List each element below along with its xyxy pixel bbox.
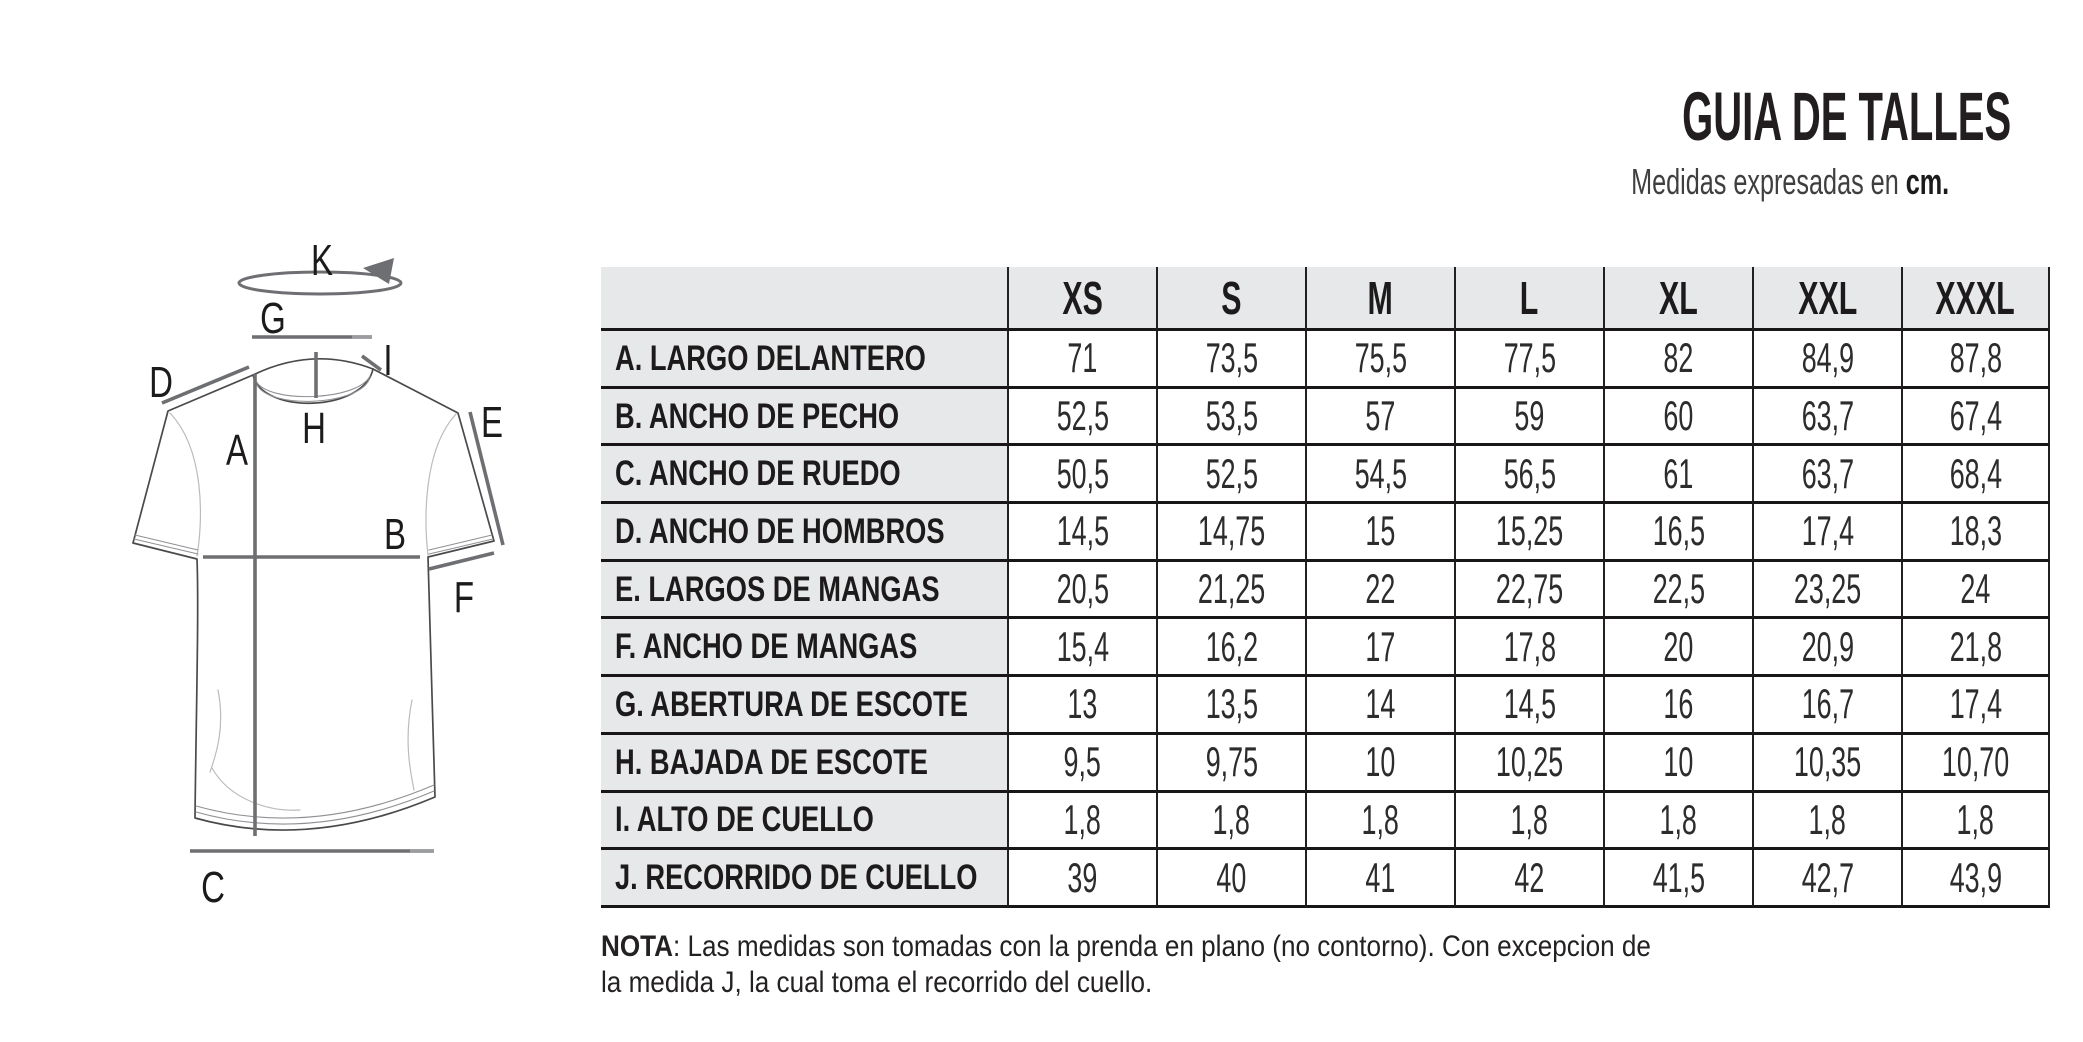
value-cell-text: 84,9 [1801, 334, 1854, 382]
diagram-letter-d: D [149, 358, 173, 408]
size-col-header-text: XL [1659, 271, 1698, 324]
value-cell [1007, 446, 1156, 504]
value-cell-text: 73,5 [1205, 334, 1258, 382]
row-label-cell [601, 677, 1007, 735]
value-cell-text: 52,5 [1056, 392, 1109, 440]
value-cell-text: 50,5 [1056, 449, 1109, 497]
value-cell [1901, 619, 2050, 677]
page-title-wrap [1563, 78, 2012, 155]
value-cell [1603, 446, 1752, 504]
size-col-header-text: S [1221, 271, 1242, 324]
value-cell-text: 71 [1067, 334, 1098, 382]
value-cell-text: 60 [1663, 392, 1694, 440]
size-col-header-text: XXL [1797, 271, 1858, 324]
row-label-cell-text: F. ANCHO DE MANGAS [615, 627, 918, 667]
value-cell [1752, 389, 1901, 447]
measure-line-d [162, 367, 249, 403]
body-fold-3 [408, 700, 414, 790]
note-text-1: : Las medidas son tomadas con la prenda en plano (no contorno). Con excepcion de [673, 930, 1651, 963]
value-cell-text: 13,5 [1205, 680, 1258, 728]
row-label-cell [601, 735, 1007, 793]
value-cell [1603, 850, 1752, 908]
value-cell-text: 41,5 [1652, 853, 1705, 901]
value-cell-text: 17 [1365, 622, 1396, 670]
value-cell-text: 52,5 [1205, 449, 1258, 497]
size-col-header-text: L [1520, 271, 1539, 324]
value-cell [1305, 735, 1454, 793]
value-cell-text: 39 [1067, 853, 1098, 901]
value-cell-text: 63,7 [1801, 449, 1854, 497]
row-label-cell-text: A. LARGO DELANTERO [615, 338, 926, 378]
value-cell [1603, 504, 1752, 562]
value-cell [1007, 331, 1156, 389]
row-label-cell-text: G. ABERTURA DE ESCOTE [615, 684, 968, 724]
value-cell-text: 17,4 [1801, 507, 1854, 555]
value-cell-text: 14 [1365, 680, 1396, 728]
row-label-cell-text: I. ALTO DE CUELLO [615, 800, 874, 840]
row-label-cell [601, 850, 1007, 908]
value-cell-text: 10,70 [1941, 738, 2010, 786]
value-cell [1454, 735, 1603, 793]
value-cell-text: 82 [1663, 334, 1694, 382]
value-cell [1156, 562, 1305, 620]
value-cell [1305, 504, 1454, 562]
value-cell-text: 1,8 [1063, 795, 1102, 843]
note-text-2: la medida J, la cual toma el recorrido del cuello. [601, 966, 1153, 999]
value-cell-text: 9,75 [1205, 738, 1258, 786]
value-cell-text: 22,5 [1652, 565, 1705, 613]
value-cell-text: 43,9 [1949, 853, 2002, 901]
tshirt-collar-band [253, 369, 373, 403]
value-cell [1752, 677, 1901, 735]
size-col-header [1752, 267, 1901, 331]
value-cell [1752, 619, 1901, 677]
value-cell-text: 20,9 [1801, 622, 1854, 670]
note [601, 929, 1808, 1001]
value-cell [1901, 562, 2050, 620]
value-cell [1752, 793, 1901, 851]
value-cell-text: 23,25 [1793, 565, 1862, 613]
value-cell [1603, 389, 1752, 447]
value-cell [1305, 850, 1454, 908]
note-line-1 [601, 929, 1651, 965]
value-cell-text: 20,5 [1056, 565, 1109, 613]
diagram-letter-f: F [453, 573, 475, 623]
size-col-header [1603, 267, 1752, 331]
value-cell-text: 1,8 [1212, 795, 1251, 843]
value-cell [1156, 389, 1305, 447]
value-cell [1305, 677, 1454, 735]
value-cell [1454, 677, 1603, 735]
collar-stitch-2 [257, 380, 369, 401]
row-label-cell [601, 619, 1007, 677]
value-cell [1752, 850, 1901, 908]
value-cell-text: 16,2 [1205, 622, 1258, 670]
value-cell [1901, 793, 2050, 851]
value-cell [1901, 389, 2050, 447]
value-cell [1156, 793, 1305, 851]
value-cell [1156, 735, 1305, 793]
value-cell [1007, 850, 1156, 908]
hem-stitch-2 [196, 791, 434, 824]
value-cell-text: 59 [1514, 392, 1545, 440]
value-cell [1603, 677, 1752, 735]
value-cell [1305, 793, 1454, 851]
value-cell [1752, 446, 1901, 504]
value-cell-text: 1,8 [1956, 795, 1995, 843]
diagram-letter-b: B [383, 510, 407, 560]
row-label-cell-text: E. LARGOS DE MANGAS [615, 569, 940, 609]
value-cell-text: 15,4 [1056, 622, 1109, 670]
value-cell-text: 10 [1365, 738, 1396, 786]
right-cuff-stitch-1 [429, 535, 492, 550]
subtitle-unit: cm. [1905, 161, 1950, 202]
value-cell [1603, 562, 1752, 620]
size-col-header-text: XS [1062, 271, 1103, 324]
value-cell-text: 14,75 [1197, 507, 1266, 555]
subtitle-text: Medidas expresadas en [1631, 161, 1906, 202]
value-cell [1603, 735, 1752, 793]
value-cell-text: 75,5 [1354, 334, 1407, 382]
value-cell-text: 22 [1365, 565, 1396, 613]
row-label-cell-text: J. RECORRIDO DE CUELLO [615, 858, 978, 898]
value-cell [1901, 677, 2050, 735]
value-cell-text: 10,35 [1793, 738, 1862, 786]
left-sleeve-seam [170, 413, 200, 556]
left-cuff-stitch-1 [135, 535, 198, 550]
value-cell-text: 20 [1663, 622, 1694, 670]
value-cell [1007, 619, 1156, 677]
measure-line-f [429, 553, 494, 569]
size-col-header [1454, 267, 1603, 331]
value-cell-text: 10 [1663, 738, 1694, 786]
value-cell [1454, 504, 1603, 562]
value-cell [1156, 619, 1305, 677]
value-cell [1901, 446, 2050, 504]
measure-arrow-k [363, 258, 394, 284]
body-fold-1 [210, 690, 221, 772]
value-cell [1156, 677, 1305, 735]
value-cell-text: 22,75 [1495, 565, 1564, 613]
diagram-letter-i: I [383, 336, 393, 386]
size-col-header [1305, 267, 1454, 331]
value-cell [1156, 504, 1305, 562]
row-label-cell [601, 389, 1007, 447]
value-cell [1156, 331, 1305, 389]
value-cell-text: 77,5 [1503, 334, 1556, 382]
row-label-cell-text: B. ANCHO DE PECHO [615, 396, 900, 436]
value-cell-text: 40 [1216, 853, 1247, 901]
value-cell-text: 42 [1514, 853, 1545, 901]
value-cell-text: 67,4 [1949, 392, 2002, 440]
value-cell-text: 63,7 [1801, 392, 1854, 440]
value-cell [1007, 677, 1156, 735]
row-label-cell-text: C. ANCHO DE RUEDO [615, 454, 901, 494]
value-cell-text: 17,8 [1503, 622, 1556, 670]
value-cell [1007, 389, 1156, 447]
page-subtitle [1631, 161, 1950, 202]
row-label-cell-text: D. ANCHO DE HOMBROS [615, 511, 945, 551]
value-cell [1901, 331, 2050, 389]
value-cell [1454, 446, 1603, 504]
value-cell [1156, 446, 1305, 504]
value-cell-text: 21,25 [1197, 565, 1266, 613]
note-line-2 [601, 965, 1651, 1001]
value-cell [1901, 504, 2050, 562]
value-cell [1454, 793, 1603, 851]
value-cell [1454, 850, 1603, 908]
value-cell-text: 16 [1663, 680, 1694, 728]
value-cell-text: 57 [1365, 392, 1396, 440]
value-cell [1454, 389, 1603, 447]
diagram-letter-a: A [225, 426, 249, 476]
size-col-header [1901, 267, 2050, 331]
value-cell [1603, 619, 1752, 677]
diagram-letter-k: K [310, 238, 334, 286]
value-cell-text: 17,4 [1949, 680, 2002, 728]
value-cell-text: 15 [1365, 507, 1396, 555]
value-cell [1752, 562, 1901, 620]
value-cell-text: 61 [1663, 449, 1694, 497]
size-col-header [1007, 267, 1156, 331]
value-cell [1454, 619, 1603, 677]
value-cell [1305, 562, 1454, 620]
value-cell [1901, 735, 2050, 793]
value-cell-text: 16,5 [1652, 507, 1705, 555]
row-label-cell [601, 562, 1007, 620]
value-cell-text: 42,7 [1801, 853, 1854, 901]
tshirt-collar-opening [253, 359, 373, 375]
table-corner-cell [601, 267, 1007, 331]
value-cell-text: 1,8 [1361, 795, 1400, 843]
value-cell-text: 87,8 [1949, 334, 2002, 382]
right-cuff-stitch-2 [429, 539, 493, 554]
diagram-letter-c: C [201, 863, 225, 913]
row-label-cell [601, 793, 1007, 851]
size-col-header-text: M [1367, 271, 1394, 324]
value-cell [1603, 331, 1752, 389]
right-sleeve-seam [426, 414, 456, 555]
value-cell-text: 21,8 [1949, 622, 2002, 670]
value-cell-text: 54,5 [1354, 449, 1407, 497]
value-cell-text: 1,8 [1510, 795, 1549, 843]
value-cell [1305, 389, 1454, 447]
value-cell [1603, 793, 1752, 851]
value-cell [1901, 850, 2050, 908]
value-cell-text: 16,7 [1801, 680, 1854, 728]
value-cell-text: 56,5 [1503, 449, 1556, 497]
value-cell [1007, 562, 1156, 620]
value-cell [1007, 793, 1156, 851]
value-cell [1752, 504, 1901, 562]
size-table [601, 267, 2050, 908]
value-cell [1305, 619, 1454, 677]
value-cell [1752, 735, 1901, 793]
value-cell [1305, 331, 1454, 389]
value-cell-text: 1,8 [1808, 795, 1847, 843]
value-cell [1454, 562, 1603, 620]
value-cell [1007, 504, 1156, 562]
value-cell [1752, 331, 1901, 389]
diagram-letter-g: G [260, 294, 286, 344]
row-label-cell [601, 446, 1007, 504]
value-cell-text: 41 [1365, 853, 1396, 901]
diagram-letter-h: H [302, 404, 326, 454]
value-cell-text: 14,5 [1056, 507, 1109, 555]
value-cell-text: 14,5 [1503, 680, 1556, 728]
value-cell-text: 13 [1067, 680, 1098, 728]
page-subtitle-wrap [1563, 161, 1963, 202]
value-cell-text: 9,5 [1063, 738, 1102, 786]
value-cell-text: 15,25 [1495, 507, 1564, 555]
value-cell [1454, 331, 1603, 389]
size-col-header-text: XXXL [1935, 271, 2016, 324]
tshirt-diagram [90, 238, 590, 928]
value-cell [1305, 446, 1454, 504]
row-label-cell [601, 504, 1007, 562]
note-label: NOTA [601, 930, 674, 963]
value-cell-text: 1,8 [1659, 795, 1698, 843]
value-cell-text: 18,3 [1949, 507, 2002, 555]
value-cell-text: 10,25 [1495, 738, 1564, 786]
diagram-letter-e: E [480, 398, 504, 448]
value-cell-text: 68,4 [1949, 449, 2002, 497]
size-col-header [1156, 267, 1305, 331]
value-cell-text: 24 [1960, 565, 1991, 613]
value-cell [1007, 735, 1156, 793]
row-label-cell-text: H. BAJADA DE ESCOTE [615, 742, 928, 782]
page-title: GUIA DE TALLES [1682, 78, 2012, 155]
value-cell [1156, 850, 1305, 908]
value-cell-text: 53,5 [1205, 392, 1258, 440]
row-label-cell [601, 331, 1007, 389]
